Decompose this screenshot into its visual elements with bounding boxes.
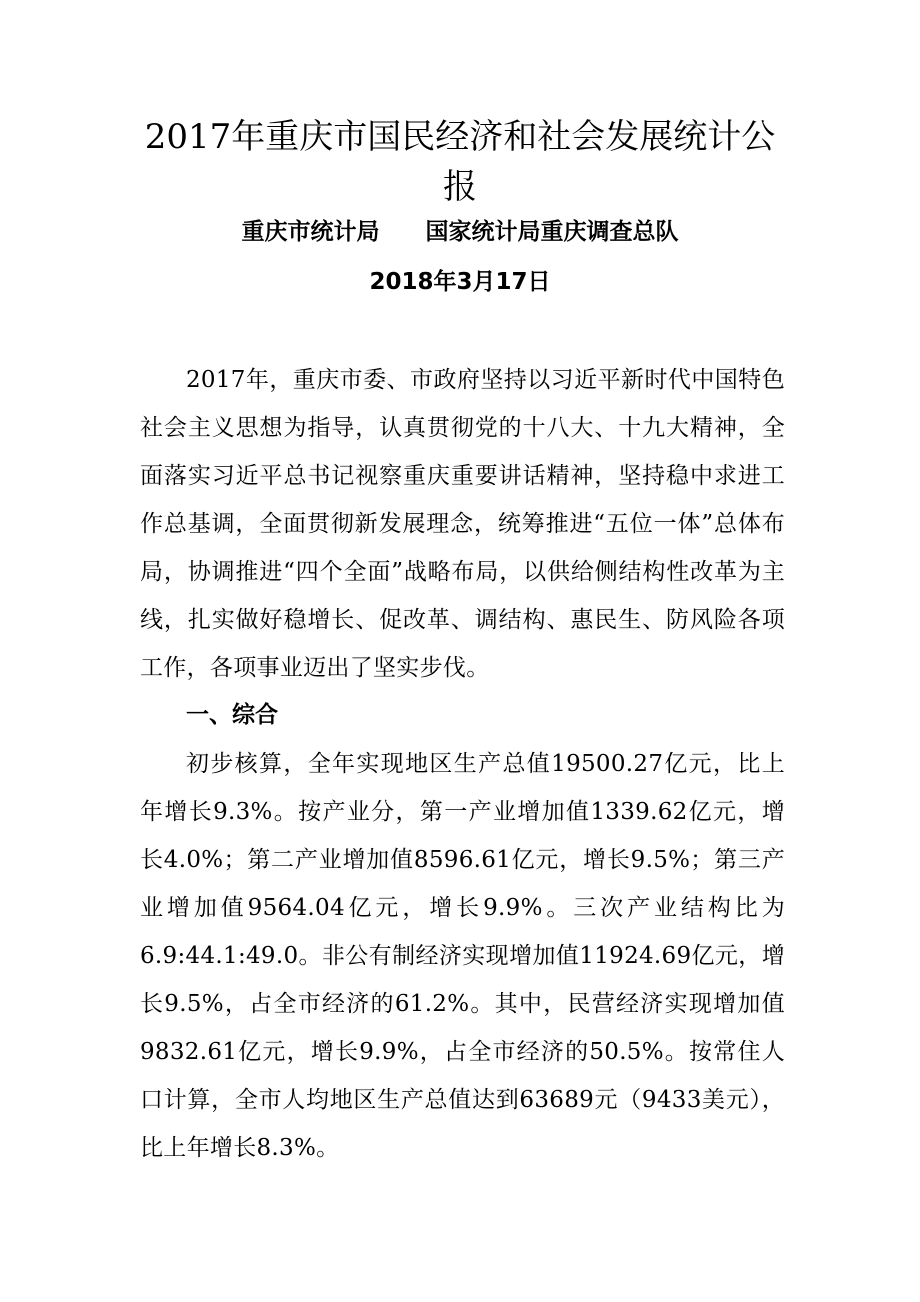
document-title: 2017年重庆市国民经济和社会发展统计公报	[144, 117, 776, 207]
publication-date: 2018年3月17日	[369, 269, 551, 295]
section-heading-overview: 一、综合	[186, 702, 278, 728]
section-overview-paragraph: 初步核算，全年实现地区生产总值19500.27亿元，比上年增长9.3%。按产业分，第一产业增加值1339.62亿元，增长4.0%；第二产业增加值8596.61亿元，增长9.5%；第三产业增加值9564.04亿元，增长9.9%。三次产业结构比为6.9:44.1:49.0。非公有制经济实现增加值11924.69亿元，增长9.5%，占全市经济的61.2%。其中，民营经济实现增加值9832.61亿元，增长9.9%，占全市经济的50.5%。按常住人口计算，全市人均地区生产总值达到63689元（9433美元），比上年增长8.3%。	[140, 751, 785, 1161]
intro-paragraph: 2017年，重庆市委、市政府坚持以习近平新时代中国特色社会主义思想为指导，认真贯彻党的十八大、十九大精神，全面落实习近平总书记视察重庆重要讲话精神，坚持稳中求进工作总基调，全面贯彻新发展理念，统筹推进“五位一体”总体布局，协调推进“四个全面”战略布局，以供给侧结构性改革为主线，扎实做好稳增长、促改革、调结构、惠民生、防风险各项工作，各项事业迈出了坚实步伐。	[140, 367, 785, 681]
issuing-organizations: 重庆市统计局 国家统计局重庆调查总队	[241, 219, 679, 245]
